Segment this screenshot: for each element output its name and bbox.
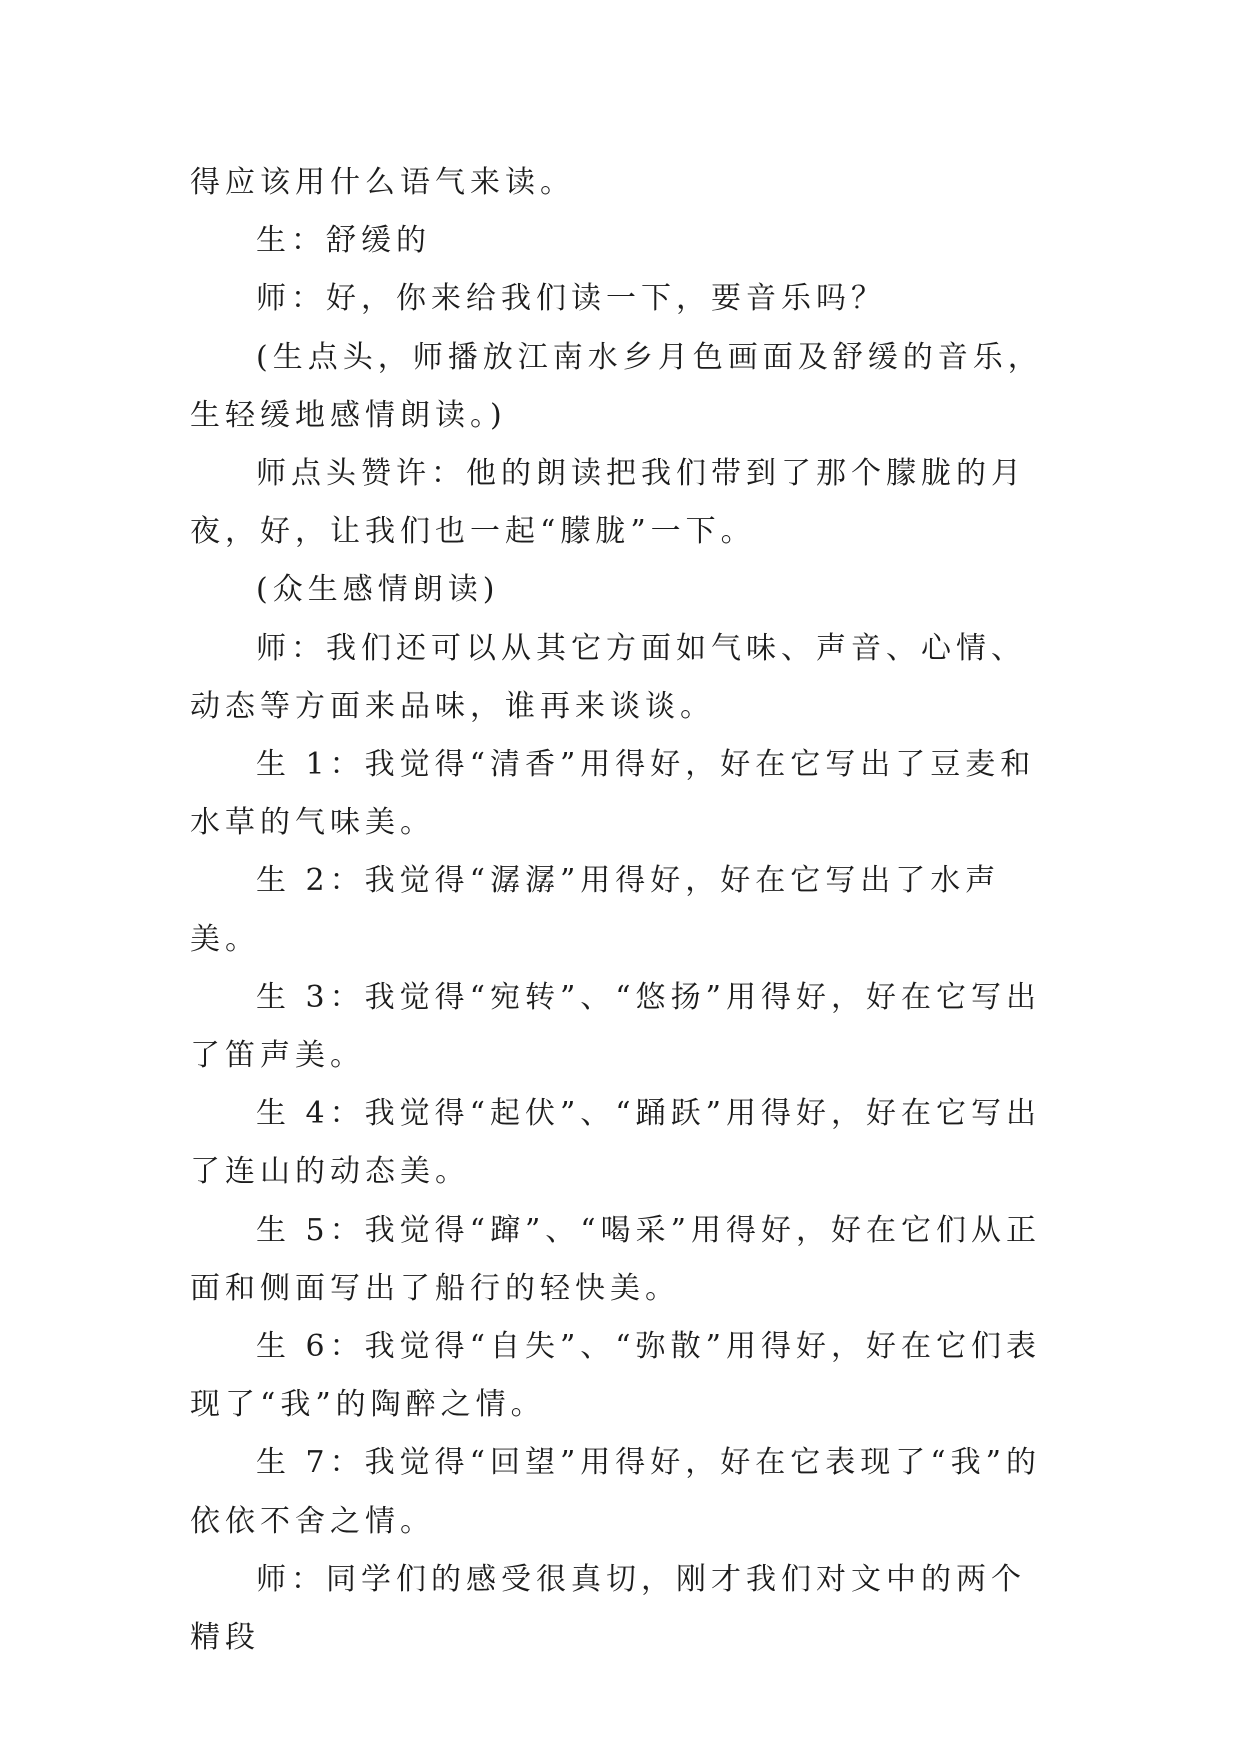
paragraph: 生 5：我觉得“蹿”、“喝采”用得好，好在它们从正面和侧面写出了船行的轻快美。 xyxy=(190,1212,1041,1306)
paragraph: (生点头，师播放江南水乡月色画面及舒缓的音乐，生轻缓地感情朗读。) xyxy=(190,339,1043,433)
paragraph: 师：同学们的感受很真切，刚才我们对文中的两个精段 xyxy=(190,1561,1026,1656)
document-body xyxy=(190,154,1050,1667)
paragraph: (众生感情朗读) xyxy=(256,572,500,608)
paragraph: 得应该用什么语气来读。 xyxy=(190,165,575,200)
paragraph: 师：好，你来给我们读一下，要音乐吗？ xyxy=(256,281,886,317)
paragraph: 生 2：我觉得“潺潺”用得好，好在它写出了水声美。 xyxy=(190,863,1001,957)
paragraph: 生 6：我觉得“自失”、“弥散”用得好，好在它们表现了“我”的陶醉之情。 xyxy=(190,1329,1041,1423)
paragraph: 生 3：我觉得“宛转”、“悠扬”用得好，好在它写出了笛声美。 xyxy=(190,979,1041,1074)
paragraph: 生 4：我觉得“起伏”、“踊跃”用得好，好在它写出了连山的动态美。 xyxy=(190,1096,1041,1190)
paragraph: 师：我们还可以从其它方面如气味、声音、心情、动态等方面来品味，谁再来谈谈。 xyxy=(190,630,1026,724)
paragraph: 生 1：我觉得“清香”用得好，好在它写出了豆麦和水草的气味美。 xyxy=(190,747,1036,841)
paragraph: 生：舒缓的 xyxy=(256,223,431,259)
paragraph: 生 7：我觉得“回望”用得好，好在它表现了“我”的依依不舍之情。 xyxy=(190,1445,1041,1539)
paragraph: 师点头赞许：他的朗读把我们带到了那个朦胧的月夜，好，让我们也一起“朦胧”一下。 xyxy=(190,456,1026,550)
